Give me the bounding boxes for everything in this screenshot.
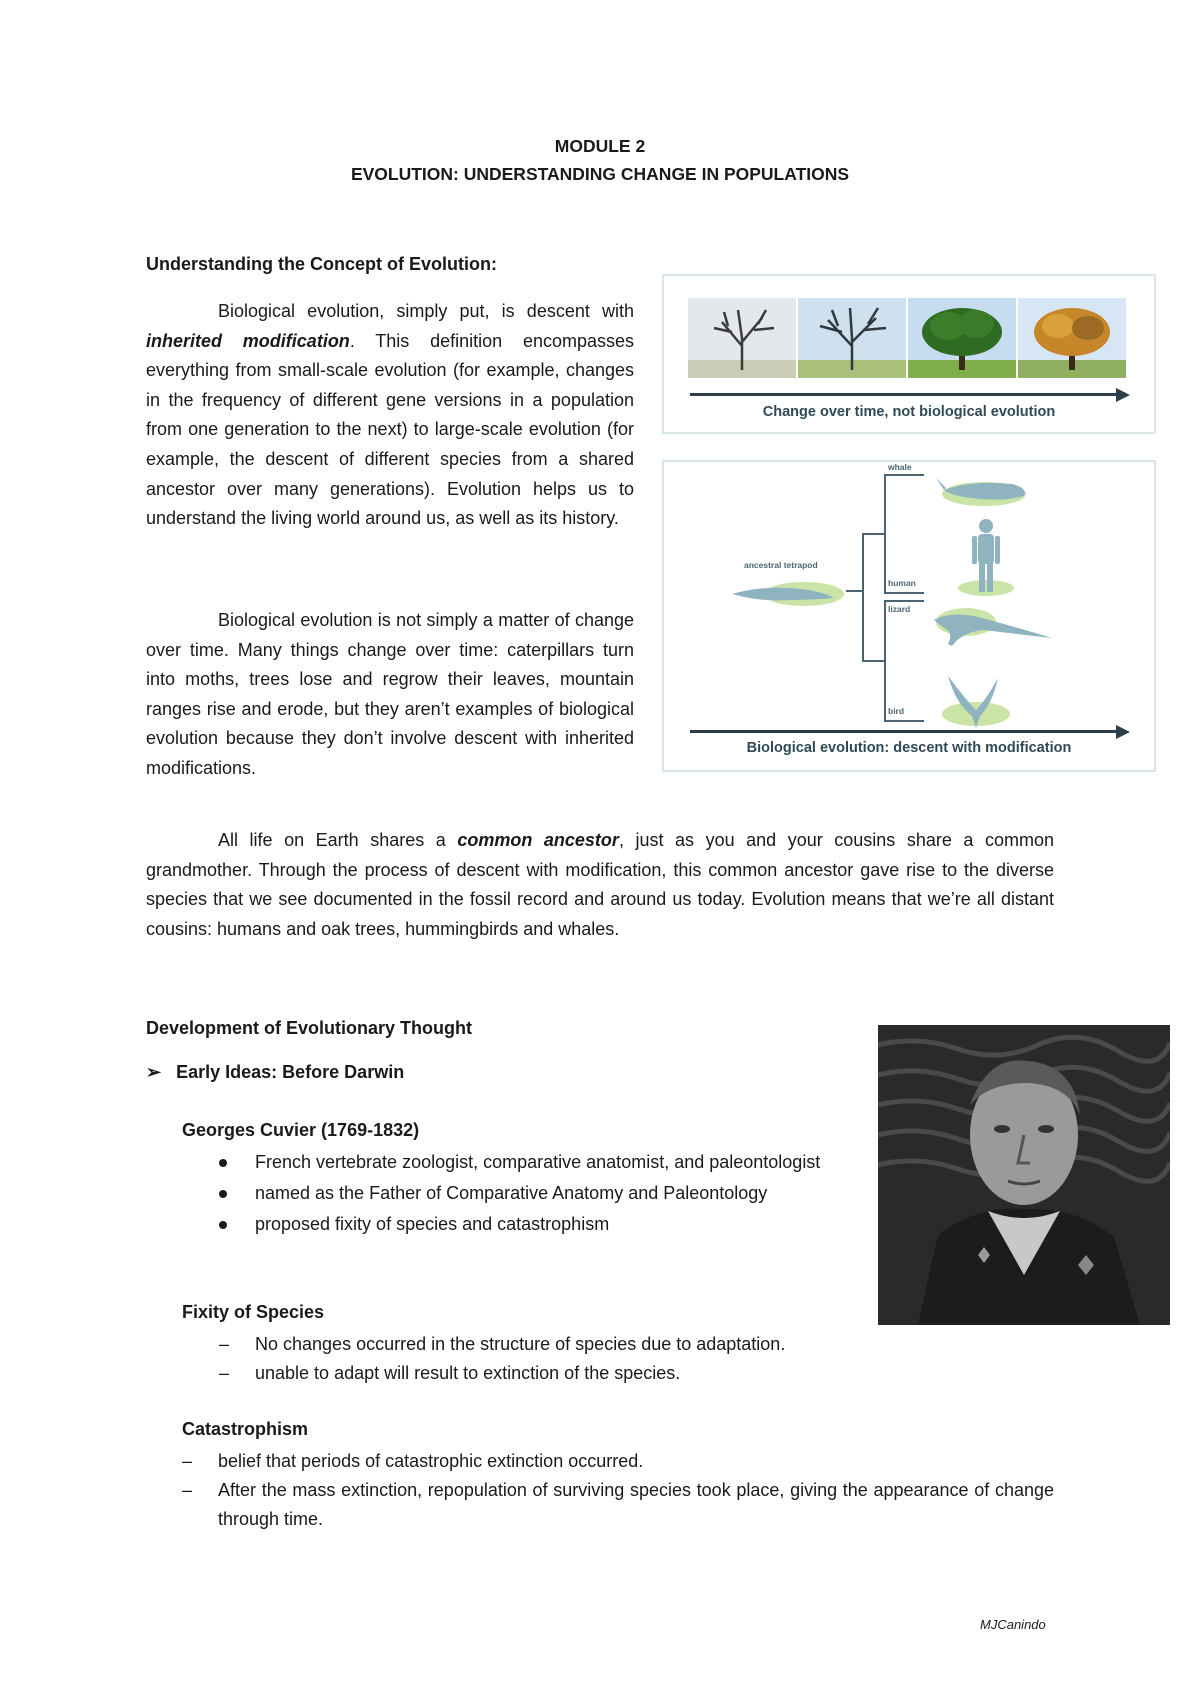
cat-text: After the mass extinction, repopulation of surviving species took place, giving the appearance of change through time. bbox=[218, 1480, 1054, 1529]
figure-descent-tree bbox=[662, 460, 1156, 772]
branch-human bbox=[884, 592, 924, 594]
list-item bbox=[182, 1447, 1054, 1476]
arrow-bullet-icon: ➢ bbox=[146, 1062, 162, 1082]
evolution-arrow-head bbox=[1116, 725, 1130, 739]
p1-start: Biological evolution, simply put, is descent with bbox=[218, 301, 634, 321]
branch-lizard bbox=[884, 600, 924, 602]
p1-emphasis: inherited modification bbox=[146, 330, 350, 351]
catastrophism-heading: Catastrophism bbox=[182, 1419, 309, 1439]
cuvier-portrait-image bbox=[878, 1025, 1170, 1325]
dash-icon: – bbox=[219, 1363, 230, 1383]
p3-start: All life on Earth shares a bbox=[218, 830, 458, 850]
fixity-list bbox=[219, 1330, 955, 1388]
page-title: EVOLUTION: UNDERSTANDING CHANGE IN POPULATIONS bbox=[350, 164, 850, 184]
subheading-early-ideas bbox=[146, 1062, 404, 1083]
tetrapod-icon bbox=[730, 572, 846, 612]
dash-icon: – bbox=[219, 1334, 230, 1354]
branch-left-top bbox=[862, 533, 884, 535]
p3-end: , just as you and your cousins share a common grandmother. Through the process of descent with modification, this common ancestor gave rise to the diverse species that we see documented in the fossil record and around us today. Evolution means that we’re all distant cousins: humans and oak trees, hummingbirds and whales. bbox=[146, 830, 1054, 939]
p1-end: . This definition encompasses everything from small-scale evolution (for example, changes in the frequency of different gene versions in a population from one generation to the next) to large-scale evolution (for example, the descent of different species from a shared ancestor over many generations). Evolution helps us to understand the living world around us, as well as its history. bbox=[146, 330, 634, 529]
list-item bbox=[255, 1179, 860, 1208]
bullet-text: proposed fixity of species and catastrophism bbox=[255, 1214, 610, 1234]
tree-winter-image bbox=[688, 298, 796, 378]
figure2-caption: Biological evolution: descent with modification bbox=[746, 740, 1072, 756]
list-item bbox=[182, 1476, 1054, 1534]
fixity-text: No changes occurred in the structure of species due to adaptation. bbox=[255, 1334, 786, 1354]
cat-text: belief that periods of catastrophic extinction occurred. bbox=[218, 1451, 644, 1471]
branch-left-bottom bbox=[862, 660, 884, 662]
figure-tree-seasons bbox=[662, 274, 1156, 434]
tree-summer-image bbox=[908, 298, 1016, 378]
ancestor-label: ancestral tetrapod bbox=[744, 560, 818, 570]
p3-emphasis: common ancestor bbox=[457, 830, 619, 850]
paragraph-definition bbox=[146, 297, 634, 534]
tree-autumn-image bbox=[1018, 298, 1126, 378]
list-item bbox=[219, 1330, 955, 1359]
time-arrow-line bbox=[690, 393, 1118, 396]
lizard-icon bbox=[932, 602, 1062, 658]
time-arrow-head bbox=[1116, 388, 1130, 402]
branch-root bbox=[846, 590, 862, 592]
bullet-text: French vertebrate zoologist, comparative anatomist, and paleontologist bbox=[255, 1152, 821, 1172]
section-heading-development: Development of Evolutionary Thought bbox=[146, 1018, 473, 1038]
section-heading-concept: Understanding the Concept of Evolution: bbox=[146, 254, 497, 274]
fixity-text: unable to adapt will result to extinction of the species. bbox=[255, 1363, 681, 1383]
paragraph-not-change bbox=[146, 606, 634, 784]
list-item bbox=[219, 1359, 955, 1388]
branch-bird bbox=[884, 720, 924, 722]
evolution-arrow-line bbox=[690, 730, 1118, 733]
label-whale: whale bbox=[888, 462, 912, 472]
branch-trunk-upper bbox=[862, 533, 864, 660]
paragraph-common-ancestor bbox=[146, 826, 1054, 944]
figure1-caption: Change over time, not biological evolution bbox=[762, 404, 1056, 420]
bullet-dot-icon bbox=[219, 1159, 227, 1167]
branch-whale bbox=[884, 474, 924, 476]
catastrophism-list bbox=[182, 1447, 1054, 1534]
branch-top-vert bbox=[884, 474, 886, 592]
list-item bbox=[255, 1210, 860, 1239]
label-bird: bird bbox=[888, 706, 905, 716]
human-icon bbox=[956, 516, 1016, 598]
person-heading: Georges Cuvier (1769-1832) bbox=[182, 1120, 420, 1140]
list-item bbox=[255, 1148, 860, 1177]
bird-icon bbox=[936, 670, 1016, 734]
fixity-heading: Fixity of Species bbox=[182, 1302, 325, 1322]
whale-icon bbox=[932, 470, 1032, 510]
label-human: human bbox=[888, 578, 916, 588]
dash-icon: – bbox=[182, 1480, 193, 1500]
bullet-dot-icon bbox=[219, 1190, 227, 1198]
tree-spring-image bbox=[798, 298, 906, 378]
branch-bottom-vert bbox=[884, 600, 886, 720]
subheading-label: Early Ideas: Before Darwin bbox=[176, 1062, 405, 1082]
bullet-text: named as the Father of Comparative Anatomy and Paleontology bbox=[255, 1183, 768, 1203]
p2-text: Biological evolution is not simply a matter of change over time. Many things change over time: caterpillars turn into moths, trees lose and regrow their leaves, mountain ranges rise and erode, but they aren’t examples of biological evolution because they don’t involve descent with inherited modifications. bbox=[146, 610, 634, 778]
module-label: MODULE 2 bbox=[554, 136, 646, 156]
cuvier-bullet-list bbox=[255, 1148, 860, 1239]
footer-author: MJCanindo bbox=[980, 1617, 1046, 1632]
label-lizard: lizard bbox=[888, 604, 911, 614]
dash-icon: – bbox=[182, 1451, 193, 1471]
bullet-dot-icon bbox=[219, 1221, 227, 1229]
